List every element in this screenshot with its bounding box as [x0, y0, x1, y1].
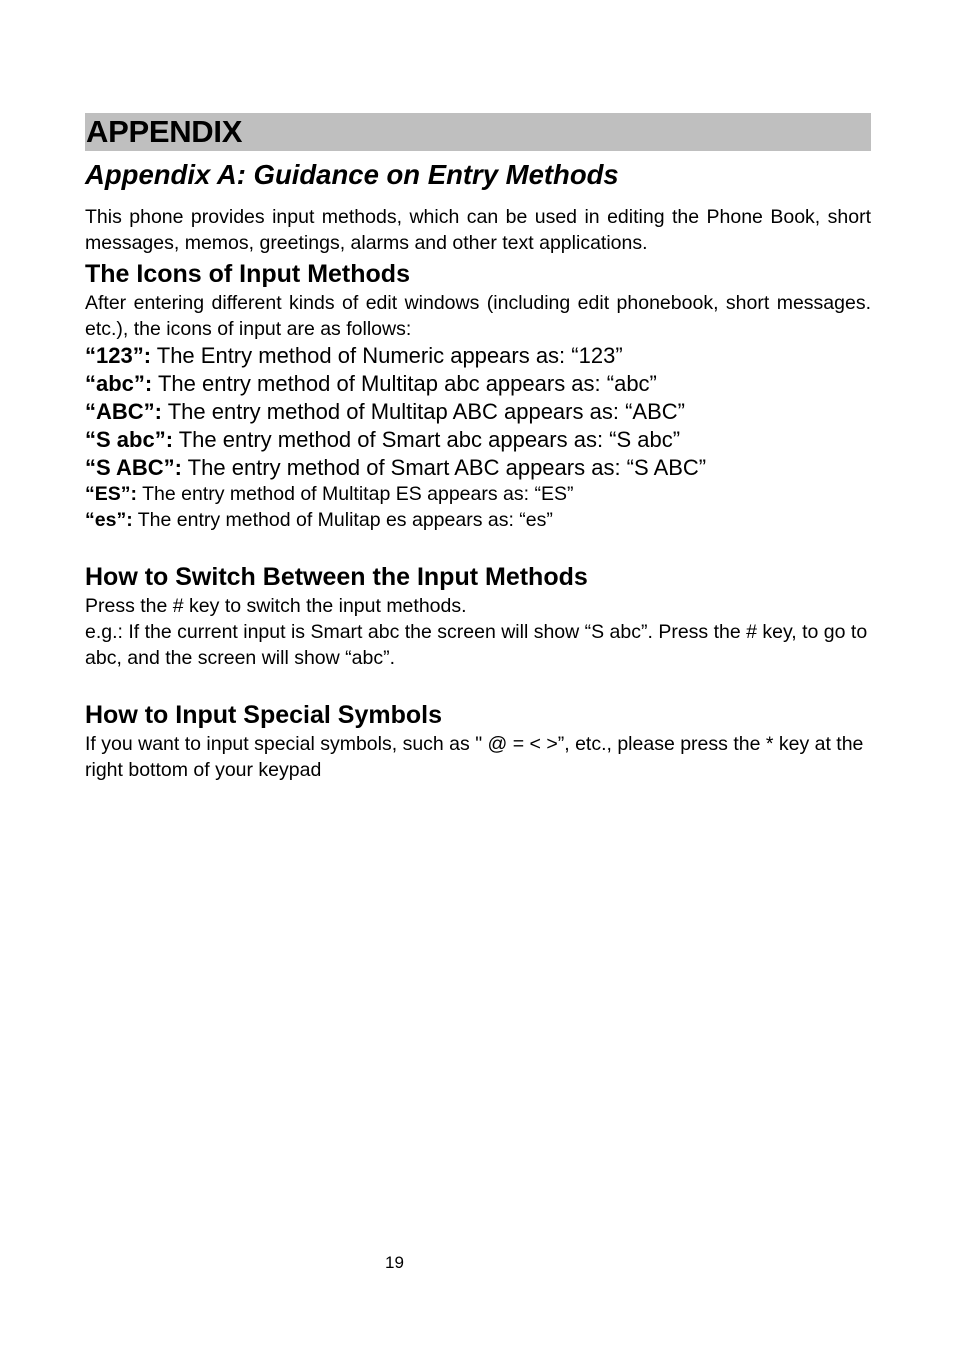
switch-line-2: e.g.: If the current input is Smart abc the screen will show “S abc”. Press the # key, to go to abc, and the screen will show “abc”.: [85, 621, 868, 669]
switch-section-heading: How to Switch Between the Input Methods: [85, 563, 588, 591]
method-line-abc: [85, 370, 871, 398]
symbols-paragraph: If you want to input special symbols, such as " @ = < >”, etc., please press the * key at the right bottom of your keypad: [85, 733, 864, 781]
method-description: The entry method of Smart abc appears as: “S abc”: [173, 427, 681, 452]
appendix-subtitle: Appendix A: Guidance on Entry Methods: [85, 159, 619, 190]
method-key: “S ABC”:: [85, 455, 182, 480]
method-line-ABC: [85, 398, 871, 426]
page-number: 19: [385, 1253, 404, 1272]
method-description: The entry method of Mulitap es appears as: “es”: [132, 508, 553, 531]
page-content: [85, 113, 871, 783]
method-key: “abc”:: [85, 371, 153, 396]
method-description: The entry method of Multitap ABC appears as: “ABC”: [162, 399, 685, 424]
appendix-title: APPENDIX: [85, 113, 871, 151]
method-line-123: [85, 342, 871, 370]
method-key: “123”:: [85, 343, 152, 368]
method-description: The Entry method of Numeric appears as: “123”: [151, 343, 623, 368]
method-key: “S abc”:: [85, 427, 174, 452]
intro-paragraph: This phone provides input methods, which can be used in editing the Phone Book, short messages, memos, greetings, alarms and other text applications.: [85, 206, 871, 254]
icons-intro-paragraph: After entering different kinds of edit windows (including edit phonebook, short messages. etc.), the icons of input are as follows:: [85, 292, 871, 340]
method-key: “es”:: [85, 508, 133, 531]
icons-section-heading: The Icons of Input Methods: [85, 260, 410, 288]
switch-line-1: Press the # key to switch the input methods.: [85, 595, 467, 617]
method-description: The entry method of Multitap abc appears as: “abc”: [152, 371, 657, 396]
method-key: “ES”:: [85, 483, 138, 505]
method-line-s-abc: [85, 426, 871, 454]
method-description: The entry method of Smart ABC appears as: “S ABC”: [181, 455, 707, 480]
method-line-ES: [85, 482, 871, 508]
method-line-es: [85, 508, 871, 534]
method-description: The entry method of Multitap ES appears as: “ES”: [137, 483, 574, 505]
symbols-section-heading: How to Input Special Symbols: [85, 701, 442, 729]
method-line-s-ABC: [85, 454, 871, 482]
method-key: “ABC”:: [85, 399, 162, 424]
